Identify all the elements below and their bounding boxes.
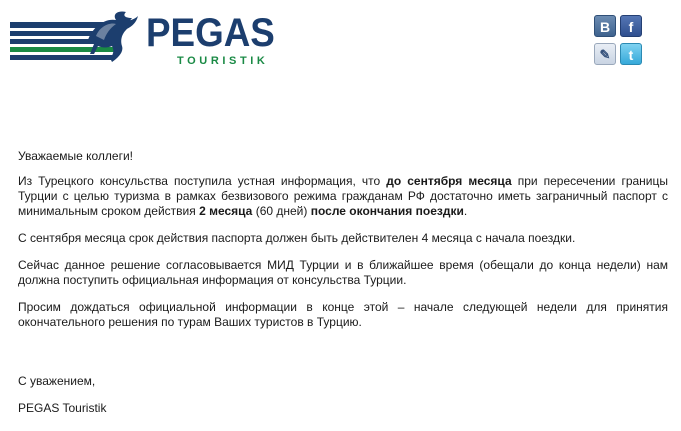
closing: С уважением, <box>18 374 96 388</box>
header <box>0 0 681 80</box>
brand-name: PEGAS <box>146 11 275 55</box>
pegasus-logo-icon <box>82 10 140 64</box>
signature: PEGAS Touristik <box>18 401 107 415</box>
letter-body <box>18 149 668 342</box>
paragraph-2: С сентября месяца срок действия паспорта должен быть действителен 4 месяца с начала поездки. <box>18 231 576 245</box>
livejournal-share-icon[interactable]: ✎ <box>594 43 616 65</box>
facebook-share-icon[interactable]: f <box>620 15 642 37</box>
greeting: Уважаемые коллеги! <box>18 149 134 163</box>
paragraph-1: Из Турецкого консульства поступила устная информация, что до сентября месяца при пересечении границы Турции с целью туризма в рамках безвизового режима гражданам РФ достаточно иметь заграничный паспорт с минимальным сроком действия 2 месяца (60 дней) после окончания поездки. <box>18 174 669 218</box>
vk-share-icon[interactable]: В <box>594 15 616 37</box>
paragraph-3: Сейчас данное решение согласовывается МИД Турции и в ближайшее время (обещали до конца недели) нам должна поступить официальная информация от консульства Турции. <box>18 258 668 287</box>
paragraph-4: Просим дождаться официальной информации в конце этой – начале следующей недели для принятия окончательного решения по турам Ваших туристов в Турцию. <box>18 300 668 329</box>
brand-subtitle: TOURISTIK <box>177 55 269 67</box>
twitter-share-icon[interactable]: t <box>620 43 642 65</box>
